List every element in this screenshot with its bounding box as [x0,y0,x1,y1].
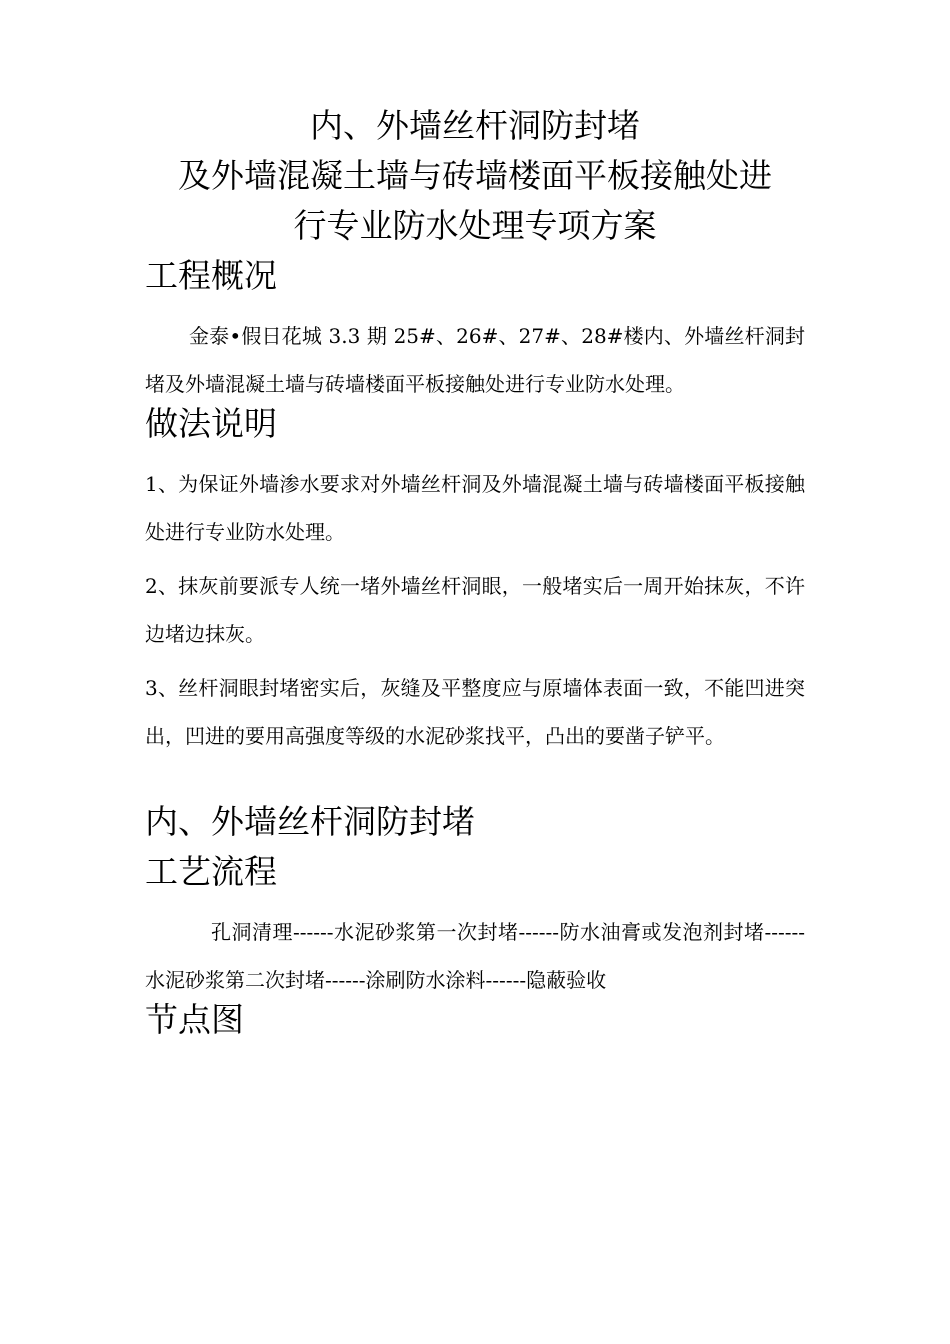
section-heading-method: 做法说明 [145,404,277,443]
section-heading-sealing: 内、外墙丝杆洞防封堵 [145,802,475,841]
method-item-1: 1、为保证外墙渗水要求对外墙丝杆洞及外墙混凝土墙与砖墙楼面平板接触处进行专业防水处理。 [145,472,805,544]
document-title-line-2: 及外墙混凝土墙与砖墙楼面平板接触处进 [178,156,772,195]
document-title-line-3: 行专业防水处理专项方案 [293,206,657,245]
document-title-line-1: 内、外墙丝杆洞防封堵 [310,106,640,145]
section-heading-overview: 工程概况 [145,256,277,295]
overview-paragraph: 金泰•假日花城 3.3 期 25#、26#、27#、28#楼内、外墙丝杆洞封堵及外墙混凝土墙与砖墙楼面平板接触处进行专业防水处理。 [145,324,805,396]
method-item-2: 2、抹灰前要派专人统一堵外墙丝杆洞眼，一般堵实后一周开始抹灰，不许边堵边抹灰。 [145,574,805,646]
section-heading-process: 工艺流程 [145,852,277,891]
section-heading-node-diagram: 节点图 [145,1000,244,1039]
method-item-3: 3、丝杆洞眼封堵密实后，灰缝及平整度应与原墙体表面一致，不能凹进突出，凹进的要用高强度等级的水泥砂浆找平，凸出的要凿子铲平。 [145,676,805,748]
process-flow-paragraph: 孔洞清理------水泥砂浆第一次封堵------防水油膏或发泡剂封堵------水泥砂浆第二次封堵------涂刷防水涂料------隐蔽验收 [145,920,805,992]
